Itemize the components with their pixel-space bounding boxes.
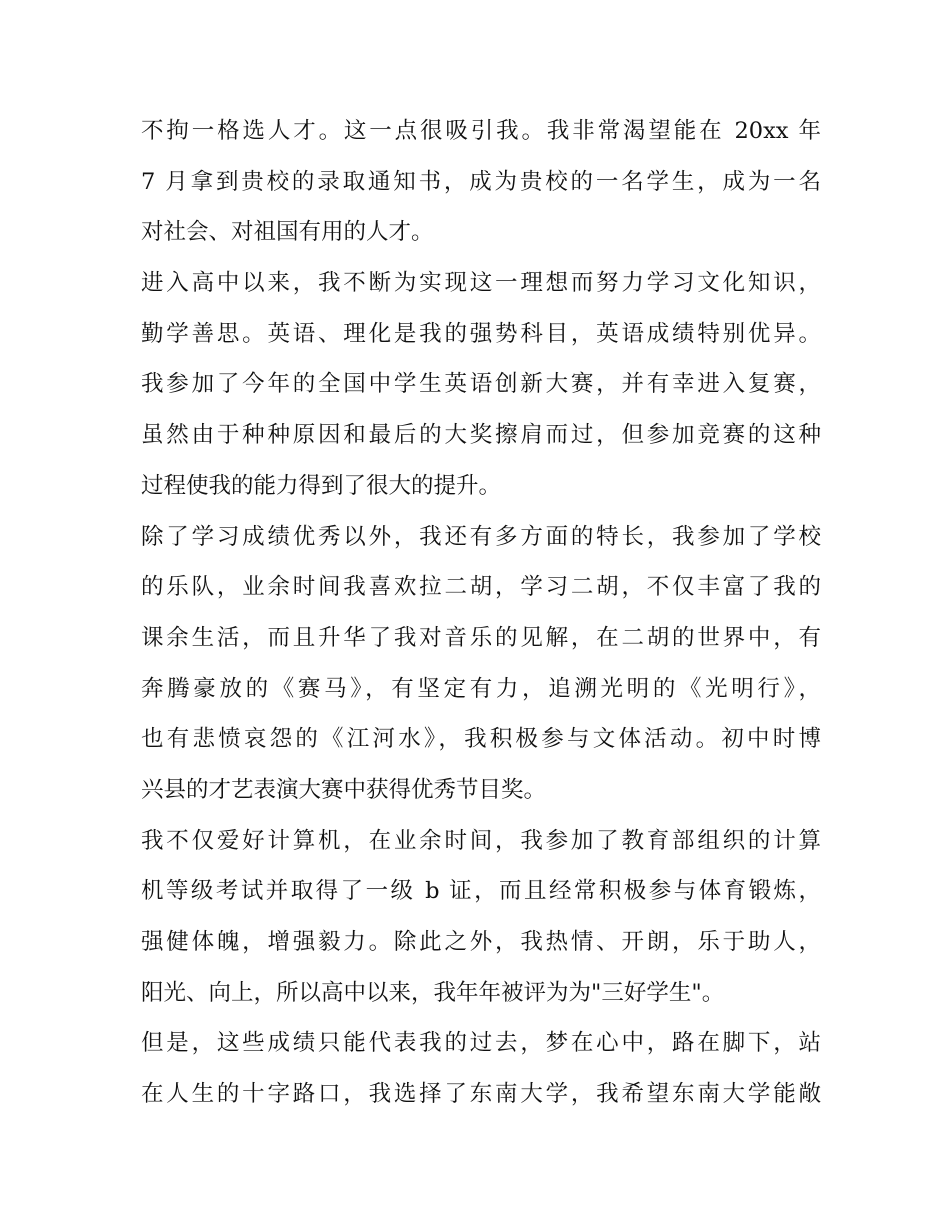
text-line: 不拘一格选人才。这一点很吸引我。我非常渴望能在 20xx 年 [141, 118, 821, 144]
document-body [141, 106, 821, 1120]
text-line: 我参加了今年的全国中学生英语创新大赛，并有幸进入复赛， [141, 371, 821, 398]
text-line: 过程使我的能力得到了很大的提升。 [141, 472, 502, 499]
text-line: 7 月拿到贵校的录取通知书，成为贵校的一名学生，成为一名 [141, 168, 821, 195]
text-line: 除了学习成绩优秀以外，我还有多方面的特长，我参加了学校 [141, 523, 821, 550]
paragraph-4 [141, 816, 821, 1019]
text-line: 对社会、对祖国有用的人才。 [141, 219, 434, 246]
paragraph-3 [141, 512, 821, 816]
text-line: 我不仅爱好计算机，在业余时间，我参加了教育部组织的计算 [141, 827, 821, 854]
text-line: 虽然由于种种原因和最后的大奖擦肩而过，但参加竞赛的这种 [141, 422, 821, 449]
text-line: 但是，这些成绩只能代表我的过去，梦在心中，路在脚下，站 [141, 1030, 821, 1057]
paragraph-5 [141, 1018, 821, 1119]
text-line: 也有悲愤哀怨的《江河水》，我积极参与文体活动。初中时博 [141, 726, 821, 753]
text-line: 兴县的才艺表演大赛中获得优秀节目奖。 [141, 776, 547, 803]
text-line: 在人生的十字路口，我选择了东南大学，我希望东南大学能敞 [141, 1081, 821, 1108]
text-line: 奔腾豪放的《赛马》，有坚定有力，追溯光明的《光明行》， [141, 675, 821, 702]
paragraph-1 [141, 106, 821, 258]
text-line: 机等级考试并取得了一级 b 证，而且经常积极参与体育锻炼， [141, 878, 821, 905]
text-line: 的乐队，业余时间我喜欢拉二胡，学习二胡，不仅丰富了我的 [141, 574, 821, 601]
text-line: 进入高中以来，我不断为实现这一理想而努力学习文化知识， [141, 270, 821, 297]
text-line: 强健体魄，增强毅力。除此之外，我热情、开朗，乐于助人， [141, 929, 821, 955]
text-line: 勤学善思。英语、理化是我的强势科目，英语成绩特别优异。 [141, 320, 821, 347]
text-line: 课余生活，而且升华了我对音乐的见解，在二胡的世界中，有 [141, 624, 821, 651]
paragraph-2 [141, 258, 821, 511]
text-line: 阳光、向上，所以高中以来，我年年被评为为"三好学生"。 [141, 979, 725, 1006]
